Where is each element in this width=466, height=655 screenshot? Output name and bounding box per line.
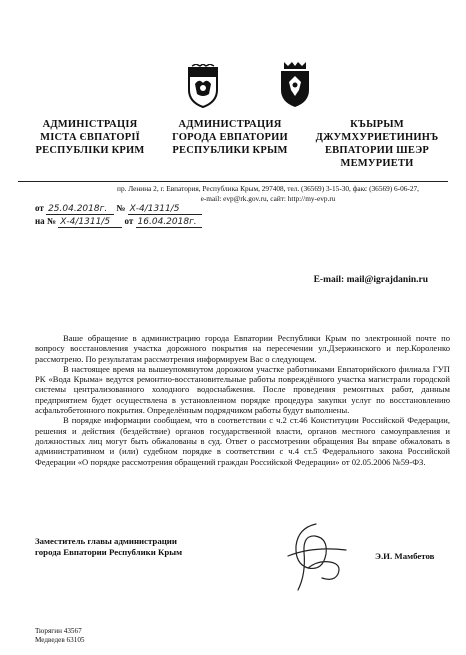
header-line: МІСТА ЄВПАТОРІЇ — [40, 132, 140, 143]
ref-prefix: от — [35, 203, 44, 213]
incoming-number: Х-4/1311/5 — [58, 217, 122, 228]
executor-line: Медведев 63105 — [35, 636, 85, 644]
header-divider — [18, 181, 448, 182]
ref-no-prefix: № — [46, 216, 56, 226]
header-russian — [162, 118, 298, 157]
recipient-email: E-mail: mail@igrajdanin.ru — [313, 275, 428, 285]
signatory-title-line: Заместитель главы администрации — [35, 536, 177, 546]
header-line: РЕСПУБЛИКИ КРЫМ — [172, 145, 288, 156]
outgoing-reference — [35, 203, 202, 215]
ref-prefix: на — [35, 216, 45, 226]
handwritten-signature — [268, 516, 358, 596]
header-line: КЪЫРЫМ — [350, 119, 404, 130]
ref-date-prefix: от — [124, 216, 134, 226]
executors — [35, 627, 85, 645]
contact-line: e-mail: evp@rk.gov.ru, сайт: http://my-evp.ru — [200, 194, 336, 203]
body-paragraph: В порядке информации сообщаем, что в соответствии с ч.2 ст.46 Конституции Российской Федерации, решения и действия (бездействие) органов государственной власти, органов местного самоуправления и должностных лиц могут быть обжалованы в суд. Ответ о рассмотрении обращения Вы вправе обжаловать в административном и (или) судебном порядке в соответствии с ч.4 ст.5 Федерального закона Российской Федерации «О порядке рассмотрения обращений граждан Российской Федерации» от 02.05.2006 №59-ФЗ. — [35, 415, 450, 467]
outgoing-number: Х-4/1311/5 — [128, 204, 202, 215]
letter-body — [35, 333, 450, 467]
outgoing-date: 25.04.2018г. — [46, 204, 114, 215]
executor-line: Тюрягин 43567 — [35, 627, 82, 635]
crimea-coat-of-arms-icon — [186, 64, 220, 108]
address-line: пр. Ленина 2, г. Евпатория, Республика Крым, 297408, тел. (36569) 3-15-30, факс (36569) 6-06-27, — [117, 184, 419, 193]
header-ukrainian — [22, 118, 158, 157]
header-line: ДЖУМХУРИЕТИНИНЪ — [315, 132, 439, 143]
header-line: АДМИНИСТРАЦИЯ — [178, 119, 282, 130]
signatory-title — [35, 536, 182, 558]
header-line: РЕСПУБЛІКИ КРИМ — [35, 145, 145, 156]
header-line: ГОРОДА ЕВПАТОРИИ — [172, 132, 288, 143]
body-paragraph: В настоящее время на вышеупомянутом дорожном участке работниками Евпаторийского филиала ГУП РК «Вода Крыма» ведутся ремонтно-восстановительные работы повреждённого участка магистрали городской системы централизованного холодного водоснабжения. После проведения ремонтных работ, данным предприятием будет осуществлена в установленном порядке процедура закупки услуг по восстановлению асфальтобетонного покрытия. Определённым подрядчиком работы будут выполнены. — [35, 363, 450, 416]
header-line: МЕМУРИЕТИ — [340, 158, 414, 169]
incoming-reference — [35, 216, 202, 228]
incoming-date: 16.04.2018г. — [136, 217, 202, 228]
body-paragraph: Ваше обращение в администрацию города Евпатории Республики Крым по электронной почте по вопросу восстановления участка дорожного покрытия на пересечении ул.Дзержинского и пер.Короленко рассмотрено. По результатам рассмотрения информируем Вас о следующем. — [35, 333, 450, 364]
signatory-name: Э.И. Мамбетов — [375, 551, 435, 561]
signatory-title-line: города Евпатории Республики Крым — [35, 547, 183, 557]
evpatoria-coat-of-arms-icon — [278, 60, 312, 108]
header-crimean-tatar — [302, 118, 452, 170]
header-line: ЕВПАТОРИИ ШЕЭР — [324, 145, 430, 156]
header-line: АДМИНІСТРАЦІЯ — [42, 119, 138, 130]
ref-no-prefix: № — [116, 203, 126, 213]
